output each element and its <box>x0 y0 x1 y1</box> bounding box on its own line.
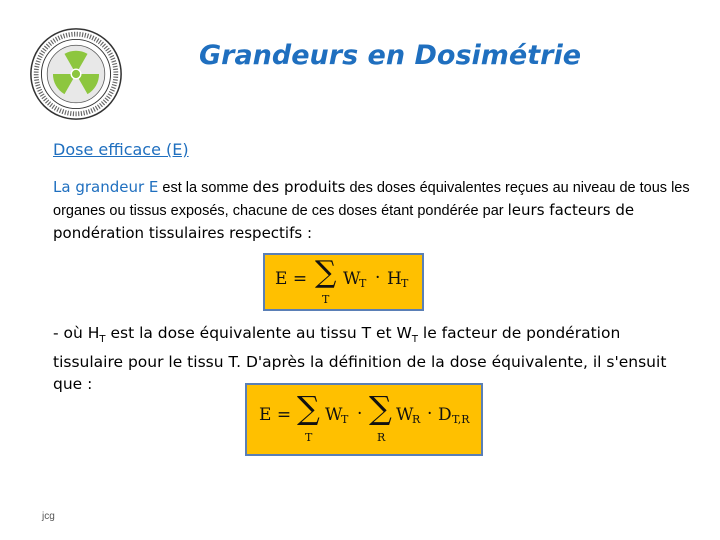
eq2-w1: W <box>325 405 343 425</box>
eq1-lhs: E = <box>275 269 308 289</box>
definition-paragraph <box>53 176 693 245</box>
para2-sub-2: T <box>411 334 418 346</box>
eq2-sum2-symbol: ∑ <box>369 389 392 427</box>
eq2-w2-sub: R <box>412 413 421 426</box>
term-la-grandeur-e: La grandeur E <box>53 178 159 196</box>
para2-sub-1: T <box>99 334 106 346</box>
eq2-sum1-index: T <box>305 431 313 444</box>
slide-title: Grandeurs en Dosimétrie <box>198 40 582 71</box>
para1-text-1: est la somme <box>158 180 253 196</box>
eq2-sum1-symbol: ∑ <box>297 389 320 427</box>
para2-text-1: - où H <box>53 324 100 342</box>
footer-author: jcg <box>42 511 55 522</box>
eq1-sum-symbol: ∑ <box>315 255 337 290</box>
eq1-w: W <box>343 269 361 289</box>
eq1-h-sub: T <box>401 277 409 290</box>
section-subtitle: Dose efficace (E) <box>53 140 189 159</box>
emph-facteurs: leurs facteurs de pondération tissulaires respectifs : <box>53 201 635 242</box>
eq1-w-sub: T <box>359 277 367 290</box>
equation-box-1 <box>263 253 424 311</box>
emph-des-produits: des produits <box>252 178 346 196</box>
eq2-lhs: E = <box>259 405 292 425</box>
eq1-dot: · <box>375 268 381 288</box>
para2-text-3: le facteur de pondération tissulaire pour le tissu T. D'après la définition de la dose équivalente, il s'ensuit que : <box>53 324 667 394</box>
eq1-h: H <box>387 269 402 289</box>
eq2-dot2: · <box>427 404 433 424</box>
eq2-d-sub: T,R <box>452 413 470 426</box>
eq2-dot1: · <box>357 404 363 424</box>
para2-text-2: est la dose équivalente au tissu T et W <box>105 324 412 342</box>
eq2-w1-sub: T <box>341 413 349 426</box>
eq2-sum2-index: R <box>377 431 386 444</box>
eq2-w2: W <box>396 405 414 425</box>
eq2-d: D <box>438 405 452 425</box>
eq1-sum-index: T <box>322 293 330 306</box>
para1-text-2: des doses équivalentes reçues au niveau de tous les organes ou tissus exposés, chacune de ces doses étant pondérée par <box>53 180 690 219</box>
equation-box-2 <box>245 383 483 456</box>
